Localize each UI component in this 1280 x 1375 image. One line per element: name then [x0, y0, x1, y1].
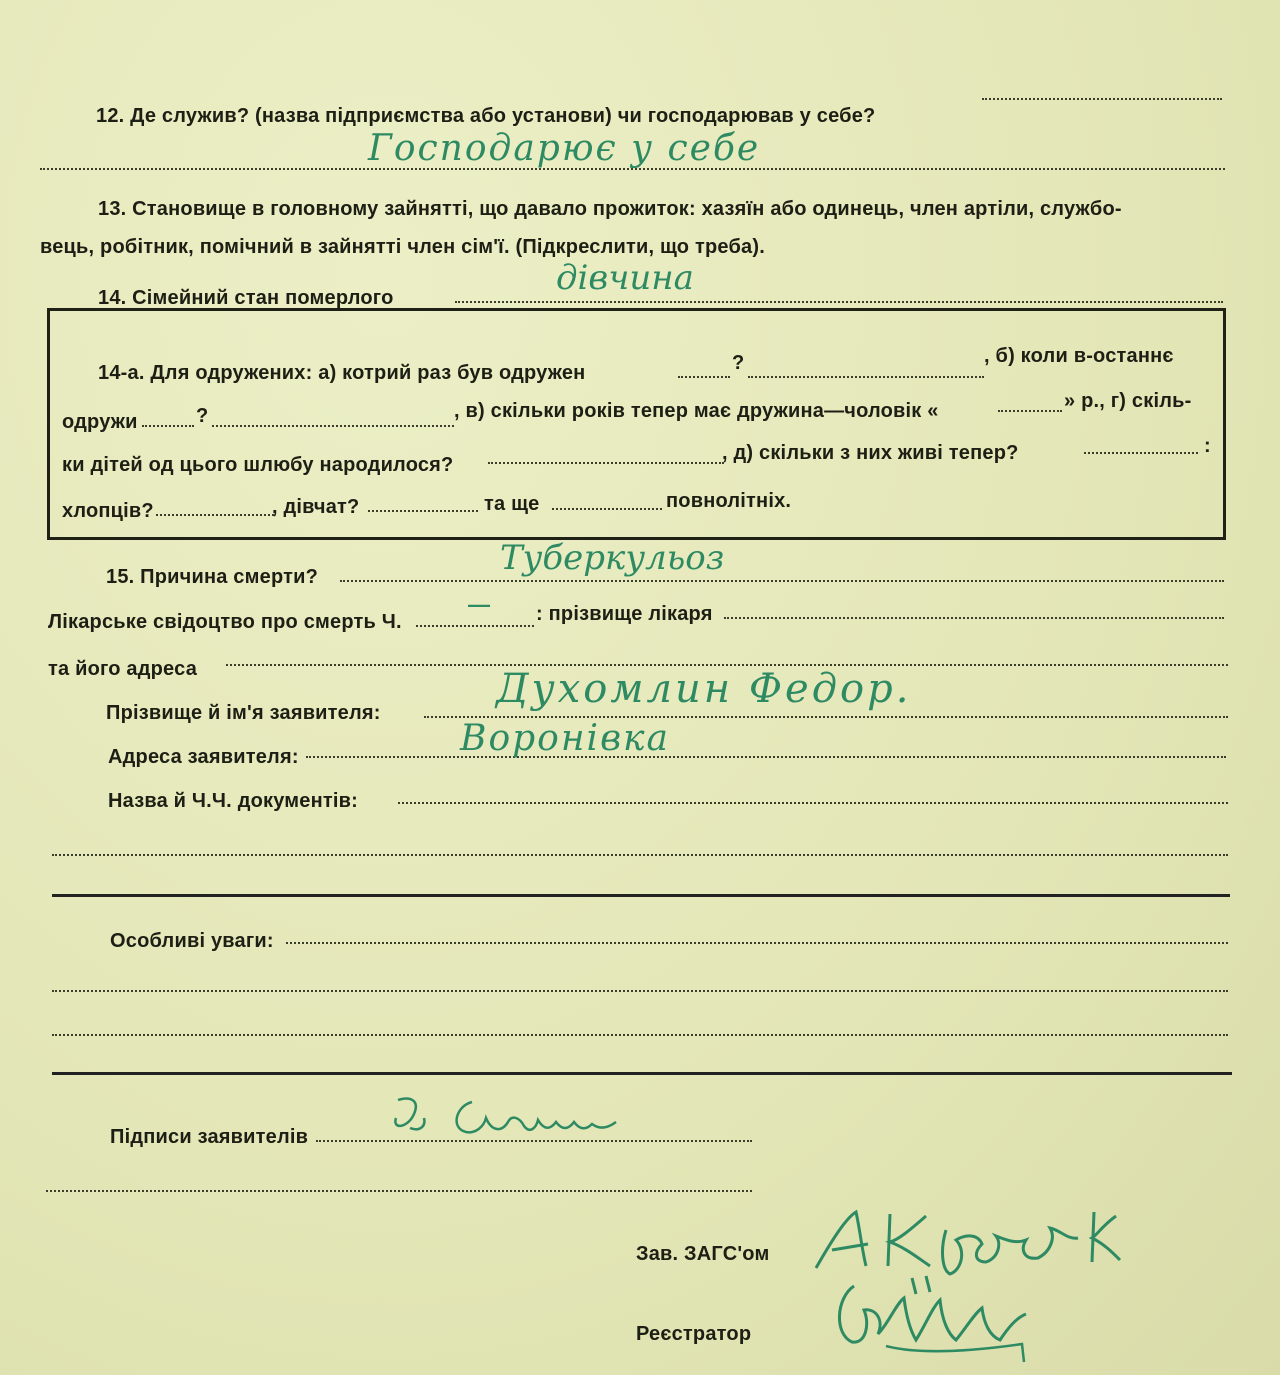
- medical-label-a: Лікарське свідоцтво про смерть Ч.: [48, 611, 402, 633]
- q14a-line4-c: та ще: [484, 493, 540, 515]
- q14a-box: [47, 308, 1226, 540]
- q14a-field-last-married: [142, 425, 194, 427]
- q14a-field-children-born: [488, 462, 724, 464]
- q14a-field-girls: [368, 510, 478, 512]
- q14a-line4-b: , дівчат?: [272, 496, 360, 518]
- medical-label-b: : прізвище лікаря: [536, 603, 713, 625]
- q14a-line1-b: , б) коли в-останнє: [984, 345, 1174, 367]
- applicant-address-line: [306, 756, 1226, 758]
- applicant-address-label: Адреса заявителя:: [108, 746, 299, 768]
- head-of-registry-label: Зав. ЗАГС'ом: [636, 1243, 770, 1265]
- remarks-line-3: [52, 1034, 1228, 1036]
- q14a-line2-b: , в) скільки років тепер має дружина—чоловік «: [454, 400, 939, 422]
- remarks-label: Особливі уваги:: [110, 930, 274, 952]
- q12-label: 12. Де служив? (назва підприємства або установи) чи господарював у себе?: [96, 105, 876, 127]
- q14a-line3-a: ки дітей од цього шлюбу народилося?: [62, 454, 454, 476]
- applicant-docs-line-2: [52, 854, 1228, 856]
- q14a-line4-a: хлопців?: [62, 500, 154, 522]
- remarks-line-2: [52, 990, 1228, 992]
- section-divider-1: [52, 894, 1230, 897]
- applicants-signature-label: Підписи заявителів: [110, 1126, 309, 1148]
- section-divider-2: [52, 1072, 1232, 1075]
- q13-line2: вець, робітник, помічний в зайнятті член сім'ї. (Підкреслити, що треба).: [40, 236, 765, 258]
- q15-dotted-line: [340, 580, 1224, 582]
- q15-answer-handwritten: Туберкульоз: [500, 538, 725, 578]
- applicants-signature-line-2: [46, 1190, 752, 1192]
- q14a-line1-a: 14-а. Для одружених: а) котрий раз був одружен: [98, 362, 586, 384]
- q14a-field-adults: [552, 508, 662, 510]
- registrar-signature: [826, 1264, 1046, 1364]
- medical-certificate-number-line: [416, 625, 534, 627]
- q14a-qmark2: ?: [196, 405, 209, 427]
- q14a-line3-c: :: [1204, 435, 1211, 457]
- q14a-line2-c: » р., г) скіль-: [1064, 390, 1192, 412]
- q14a-field-children-alive: [1084, 452, 1198, 454]
- applicant-name-handwritten: Духомлин Федор.: [496, 666, 912, 712]
- q14-answer-handwritten: дівчина: [556, 258, 694, 298]
- registrar-label: Реєстратор: [636, 1323, 752, 1345]
- q14-label: 14. Сімейний стан померлого: [98, 287, 394, 309]
- q14a-field-spouse-age: [998, 410, 1062, 412]
- applicant-name-label: Прізвище й ім'я заявителя:: [106, 702, 381, 724]
- q14a-field-boys: [156, 514, 274, 516]
- q14a-field-times-married-2: [748, 376, 984, 378]
- medical-certificate-dash: —: [468, 592, 491, 617]
- q14a-line4-d: повнолітніх.: [666, 490, 792, 512]
- remarks-line-1: [286, 942, 1228, 944]
- q15-label: 15. Причина смерти?: [106, 566, 319, 588]
- q14a-field-last-married-2: [212, 425, 454, 427]
- applicant-docs-label: Назва й Ч.Ч. документів:: [108, 790, 358, 812]
- applicant-signature: [380, 1088, 650, 1148]
- q14-dotted-line: [455, 301, 1223, 303]
- q12-dotted-line: [982, 98, 1222, 100]
- applicant-address-handwritten: Воронівка: [460, 718, 670, 759]
- q12-answer-handwritten: Господарює у себе: [368, 128, 761, 169]
- applicant-docs-line: [398, 802, 1228, 804]
- q14a-line3-b: , д) скільки з них живі тепер?: [722, 442, 1019, 464]
- q14a-line2-a: одружи: [62, 411, 138, 433]
- q14a-qmark1: ?: [732, 352, 745, 374]
- medical-address-label: та його адреса: [48, 658, 198, 680]
- q13-line1: 13. Становище в головному зайнятті, що давало прожиток: хазяїн або одинець, член артіли, службо-: [98, 198, 1122, 220]
- medical-doctor-name-line: [724, 617, 1224, 619]
- q14a-field-times-married: [678, 376, 730, 378]
